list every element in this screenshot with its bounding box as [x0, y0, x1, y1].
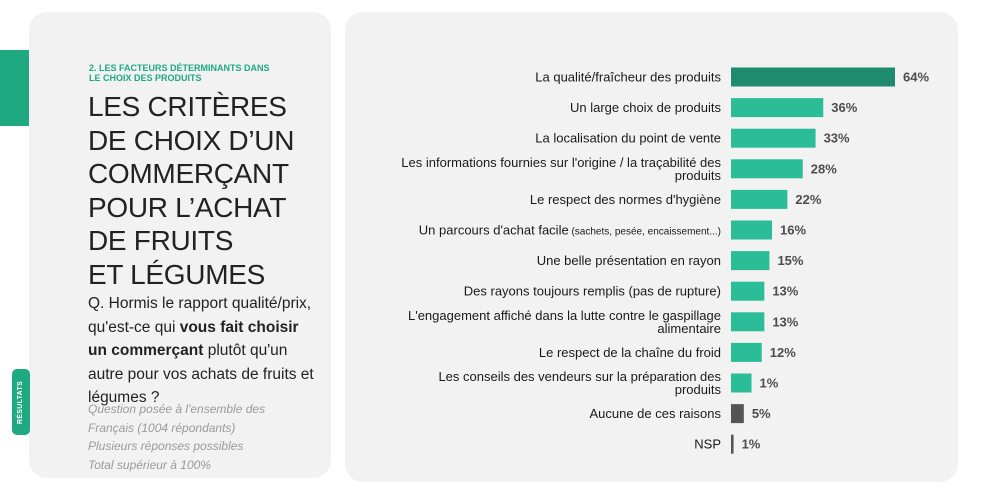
bar-4 [731, 159, 803, 178]
value-label: 12% [769, 344, 796, 360]
note-line: Total supérieur à 100% [88, 457, 211, 472]
category-label: Un parcours d'achat facile (sachets, pesée, encaissement...) [418, 222, 721, 238]
category-label: Une belle présentation en rayon [536, 253, 721, 269]
section-label-line: LE CHOIX DES PRODUITS [89, 73, 202, 83]
value-label: 15% [777, 253, 804, 269]
title-line: DE CHOIX D’UN [88, 124, 295, 156]
category-label: NSP [694, 436, 721, 452]
bar-13 [731, 435, 734, 454]
section-label [89, 63, 299, 83]
survey-question [88, 292, 316, 410]
bar-9 [731, 312, 764, 331]
category-label: Des rayons toujours remplis (pas de rupture) [463, 283, 721, 299]
section-accent-tab [0, 50, 32, 126]
bar-8 [731, 282, 764, 301]
value-label: 1% [759, 375, 779, 391]
bar-2 [731, 98, 823, 117]
value-label: 36% [831, 100, 858, 116]
category-label: Les conseils des vendeurs sur la préparation des [438, 369, 721, 384]
title-line: COMMERÇANT [88, 158, 289, 189]
category-label: La localisation du point de vente [535, 130, 721, 146]
title-line: LES CRITÈRES [88, 91, 287, 122]
note-line: Question posée à l'ensemble des [88, 402, 266, 416]
question-emphasis: vous fait choisir un commerçant [88, 318, 299, 359]
bar-12 [731, 404, 744, 423]
value-label: 22% [795, 191, 822, 207]
bar-3 [731, 129, 816, 148]
bar-chart [345, 12, 958, 482]
value-label: 28% [810, 161, 837, 177]
bar-7 [731, 251, 769, 270]
value-label: 13% [772, 283, 799, 299]
title-line: ET LÉGUMES [88, 258, 265, 290]
value-label: 64% [903, 69, 930, 85]
value-label: 16% [780, 222, 807, 238]
bar-1 [731, 68, 895, 87]
results-side-tab-text-wrap [12, 369, 30, 435]
category-label: Les informations fournies sur l'origine / la traçabilité des [401, 154, 721, 170]
bar-10 [731, 343, 762, 362]
page-title [88, 90, 328, 291]
title-line: POUR L’ACHAT [88, 191, 287, 223]
value-label: 33% [823, 130, 850, 146]
note-line: Français (1004 répondants) [88, 420, 236, 435]
category-label: produits [674, 382, 721, 397]
category-label: La qualité/fraîcheur des produits [535, 69, 721, 85]
category-label: Un large choix de produits [569, 100, 721, 116]
value-label: 5% [751, 406, 771, 422]
bar-6 [731, 221, 772, 240]
category-label: Aucune de ces raisons [589, 406, 721, 422]
category-label: Le respect des normes d'hygiène [529, 191, 721, 207]
title-line: DE FRUITS [88, 225, 234, 256]
category-label: L'engagement affiché dans la lutte contre le gaspillage [407, 307, 721, 323]
bar-5 [731, 190, 787, 209]
bar-11 [731, 374, 752, 393]
question-text-end: plutôt qu'un autre pour vos achats de fruits et légumes ? [88, 342, 314, 406]
question-text: Q. Hormis le rapport qualité/prix, qu'est-ce qui [88, 295, 312, 336]
value-label: 13% [772, 314, 799, 330]
results-side-tab-label: RÉSULTATS [17, 380, 25, 424]
survey-note [88, 400, 318, 474]
category-label: Le respect de la chaîne du froid [538, 344, 721, 360]
category-label-detail: (sachets, pesée, encaissement...) [568, 226, 721, 238]
value-label: 1% [741, 436, 761, 452]
category-label: produits [674, 167, 721, 183]
section-label-line: 2. LES FACTEURS DÉTERMINANTS DANS [89, 63, 270, 73]
note-line: Plusieurs réponses possibles [88, 439, 244, 453]
category-label: alimentaire [657, 320, 721, 336]
